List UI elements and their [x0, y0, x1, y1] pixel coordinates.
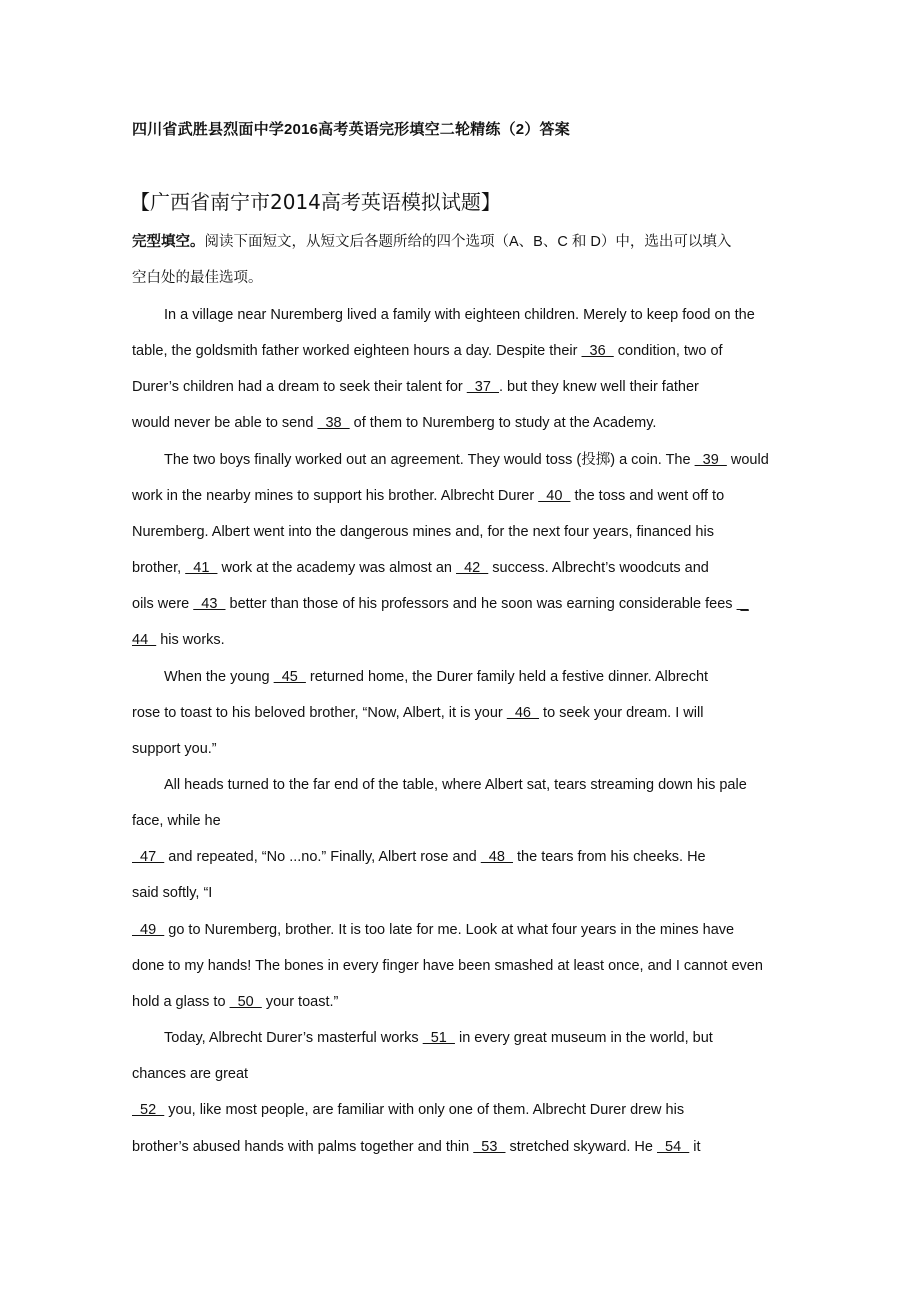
- blank-46: 46: [506, 705, 540, 721]
- passage-line: support you.”: [132, 741, 217, 757]
- passage-line: [132, 341, 723, 361]
- passage-line: face, while he: [132, 813, 221, 829]
- passage-text: When the young: [164, 669, 274, 685]
- passage-line: [132, 920, 734, 940]
- blank-44: 44: [132, 632, 157, 648]
- blank-54: 54: [657, 1139, 690, 1155]
- passage-text: it: [689, 1139, 701, 1155]
- blank-44-start: _: [736, 596, 749, 612]
- passage-line: [164, 1028, 713, 1048]
- blank-45: 45: [273, 669, 306, 685]
- passage-text: would: [726, 452, 769, 468]
- passage-line: [132, 413, 656, 433]
- passage-text: Durer’s children had a dream to seek their talent for: [132, 379, 467, 395]
- blank-37: 37: [466, 379, 499, 395]
- blank-50: 50: [229, 994, 262, 1010]
- passage-line: All heads turned to the far end of the table, where Albert sat, tears streaming down his pale: [164, 777, 747, 793]
- passage-text: in every great museum in the world, but: [454, 1030, 713, 1046]
- passage-line: In a village near Nuremberg lived a family with eighteen children. Merely to keep food on the: [164, 307, 755, 323]
- passage-text: success. Albrecht’s woodcuts and: [488, 560, 709, 576]
- passage-text: table, the goldsmith father worked eighteen hours a day. Despite their: [132, 343, 582, 359]
- passage-text: returned home, the Durer family held a festive dinner. Albrecht: [305, 669, 709, 685]
- passage-text: work at the academy was almost an: [217, 560, 457, 576]
- passage-line: [164, 450, 769, 470]
- passage-line: [132, 703, 703, 723]
- blank-38: 38: [317, 415, 350, 431]
- blank-49: 49: [132, 922, 165, 938]
- passage-line: [164, 667, 708, 687]
- passage-text: to seek your dream. I will: [539, 705, 704, 721]
- blank-41: 41: [185, 560, 218, 576]
- document-title: 四川省武胜县烈面中学2016高考英语完形填空二轮精练（2）答案: [132, 121, 570, 138]
- instructions-line-2: 空白处的最佳选项。: [132, 270, 263, 286]
- passage-line: Nuremberg. Albert went into the dangerous mines and, for the next four years, financed his: [132, 524, 714, 540]
- passage-line: [132, 847, 706, 867]
- blank-47: 47: [132, 849, 165, 865]
- passage-text: the toss and went off to: [570, 488, 725, 504]
- passage-text: Today, Albrecht Durer’s masterful works: [164, 1030, 423, 1046]
- instructions-text: 阅读下面短文，从短文后各题所给的四个选项（A、B、C 和 D）中，选出可以填入: [204, 234, 732, 250]
- passage-text: would never be able to send: [132, 415, 318, 431]
- passage-text: the tears from his cheeks. He: [513, 849, 706, 865]
- passage-line: [132, 1137, 701, 1157]
- passage-text: stretched skyward. He: [505, 1139, 657, 1155]
- passage-text: you, like most people, are familiar with only one of them. Albrecht Durer drew his: [164, 1102, 685, 1118]
- passage-line: [132, 1100, 684, 1120]
- passage-line: [132, 594, 749, 614]
- passage-line: [132, 992, 338, 1012]
- blank-43: 43: [193, 596, 226, 612]
- passage-line: [132, 486, 724, 506]
- blank-40: 40: [538, 488, 571, 504]
- passage-line: [132, 558, 709, 578]
- blank-53: 53: [473, 1139, 506, 1155]
- blank-36: 36: [581, 343, 614, 359]
- passage-text: condition, two of: [613, 343, 723, 359]
- passage-text: work in the nearby mines to support his brother. Albrecht Durer: [132, 488, 539, 504]
- passage-line: said softly, “I: [132, 885, 213, 901]
- passage-text: your toast.”: [261, 994, 339, 1010]
- blank-39: 39: [694, 452, 727, 468]
- passage-text: of them to Nuremberg to study at the Academy.: [349, 415, 657, 431]
- passage-line: done to my hands! The bones in every finger have been smashed at least once, and I cannot even: [132, 958, 763, 974]
- blank-51: 51: [422, 1030, 455, 1046]
- section-heading: 【广西省南宁市2014高考英语模拟试题】: [130, 190, 501, 214]
- passage-text: rose to toast to his beloved brother, “Now, Albert, it is your: [132, 705, 507, 721]
- passage-text: brother’s abused hands with palms together and thin: [132, 1139, 474, 1155]
- passage-text: . but they knew well their father: [499, 379, 699, 395]
- passage-text: his works.: [156, 632, 225, 648]
- passage-text: hold a glass to: [132, 994, 230, 1010]
- passage-text: better than those of his professors and he soon was earning considerable fees: [225, 596, 737, 612]
- passage-text: brother,: [132, 560, 186, 576]
- passage-text: and repeated, “No ...no.” Finally, Albert rose and: [164, 849, 481, 865]
- passage-line: [132, 630, 225, 650]
- passage-line: chances are great: [132, 1066, 249, 1082]
- instructions-line-1: [132, 232, 731, 252]
- blank-42: 42: [456, 560, 489, 576]
- passage-text: The two boys finally worked out an agreement. They would toss (投掷) a coin. The: [164, 452, 695, 468]
- passage-line: [132, 377, 699, 397]
- blank-52: 52: [132, 1102, 165, 1118]
- passage-text: go to Nuremberg, brother. It is too late for me. Look at what four years in the mines have: [164, 922, 735, 938]
- instructions-label: 完型填空。: [132, 234, 205, 250]
- blank-48: 48: [480, 849, 513, 865]
- passage-text: oils were: [132, 596, 194, 612]
